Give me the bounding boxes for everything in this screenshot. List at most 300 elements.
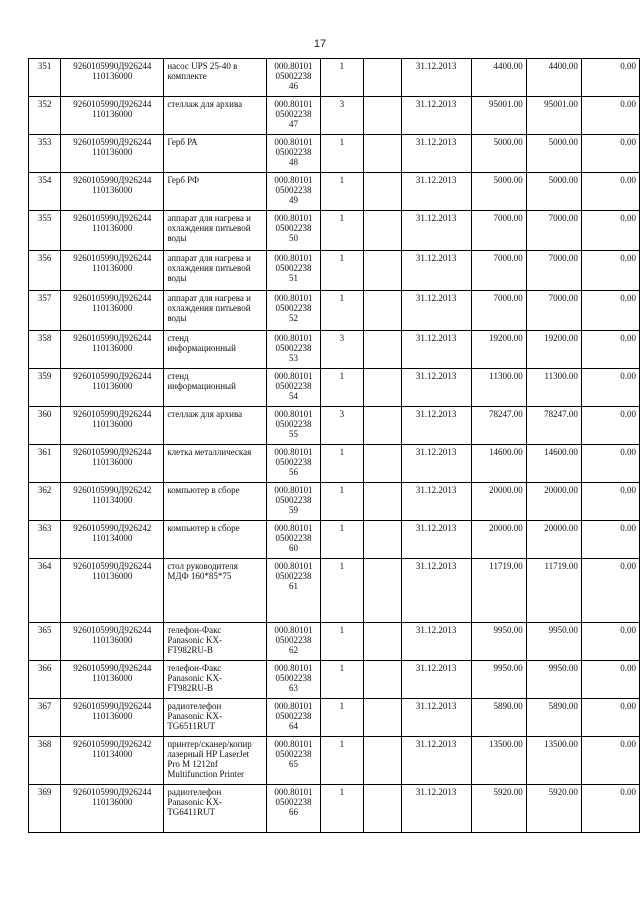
classification-code-cell-line: 110134000 bbox=[92, 533, 133, 543]
classification-code-cell-line: 110136000 bbox=[92, 797, 133, 807]
inventory-number-cell bbox=[266, 135, 320, 173]
date-cell: 31.12.2013 bbox=[401, 135, 471, 173]
balance-cell: 11300.00 bbox=[526, 369, 581, 407]
inventory-number-cell bbox=[266, 559, 320, 623]
cost-cell: 13500.00 bbox=[471, 737, 526, 785]
inventory-number-cell-line: 000.80101 bbox=[274, 561, 313, 571]
empty-cell bbox=[363, 737, 401, 785]
row-number-cell: 352 bbox=[29, 97, 61, 135]
balance-cell: 9950.00 bbox=[526, 623, 581, 661]
date-cell: 31.12.2013 bbox=[401, 291, 471, 331]
inventory-number-cell bbox=[266, 291, 320, 331]
classification-code-cell-line: 9260105990Д926244 bbox=[73, 253, 152, 263]
classification-code-cell-line: 110136000 bbox=[92, 419, 133, 429]
classification-code-cell bbox=[61, 135, 164, 173]
table-row bbox=[29, 173, 640, 211]
date-cell: 31.12.2013 bbox=[401, 407, 471, 445]
residual-value-cell: 0.00 bbox=[581, 331, 639, 369]
asset-name-cell-line: Герб РФ bbox=[167, 175, 200, 185]
date-cell: 31.12.2013 bbox=[401, 445, 471, 483]
empty-cell bbox=[363, 135, 401, 173]
inventory-number-cell-line: 54 bbox=[289, 391, 299, 401]
balance-cell: 11719.00 bbox=[526, 559, 581, 623]
classification-code-cell bbox=[61, 97, 164, 135]
cost-cell: 20000.00 bbox=[471, 483, 526, 521]
balance-cell: 13500.00 bbox=[526, 737, 581, 785]
asset-name-cell-line: комплекте bbox=[167, 71, 207, 81]
asset-name-cell-line: Panasonic KX- bbox=[167, 797, 223, 807]
asset-name-cell-line: стенд bbox=[167, 371, 189, 381]
quantity-cell: 1 bbox=[321, 445, 363, 483]
empty-cell bbox=[363, 623, 401, 661]
date-cell: 31.12.2013 bbox=[401, 369, 471, 407]
asset-name-cell-line: аппарат для нагрева и bbox=[167, 213, 251, 223]
asset-name-cell-line: клетка металлическая bbox=[167, 447, 252, 457]
cost-cell: 9950.00 bbox=[471, 661, 526, 699]
classification-code-cell bbox=[61, 559, 164, 623]
classification-code-cell-line: 110136000 bbox=[92, 71, 133, 81]
inventory-number-cell bbox=[266, 445, 320, 483]
table-row bbox=[29, 59, 640, 97]
row-number-cell: 367 bbox=[29, 699, 61, 737]
quantity-cell: 1 bbox=[321, 737, 363, 785]
cost-cell: 4400.00 bbox=[471, 59, 526, 97]
inventory-number-cell-line: 52 bbox=[289, 313, 299, 323]
row-number-cell: 355 bbox=[29, 211, 61, 251]
quantity-cell: 3 bbox=[321, 97, 363, 135]
residual-value-cell: 0.00 bbox=[581, 483, 639, 521]
asset-name-cell-line: охлаждения питьевой bbox=[167, 263, 251, 273]
inventory-number-cell-line: 53 bbox=[289, 353, 299, 363]
row-number-cell: 354 bbox=[29, 173, 61, 211]
row-number-cell: 365 bbox=[29, 623, 61, 661]
cost-cell: 78247.00 bbox=[471, 407, 526, 445]
inventory-number-cell-line: 05002238 bbox=[275, 797, 312, 807]
date-cell: 31.12.2013 bbox=[401, 173, 471, 211]
inventory-number-cell bbox=[266, 737, 320, 785]
inventory-number-cell-line: 48 bbox=[289, 157, 299, 167]
asset-name-cell-line: стеллаж для архива bbox=[167, 99, 243, 109]
inventory-number-cell-line: 000.80101 bbox=[274, 625, 313, 635]
inventory-number-cell-line: 05002238 bbox=[275, 381, 312, 391]
classification-code-cell bbox=[61, 699, 164, 737]
inventory-number-cell-line: 05002238 bbox=[275, 263, 312, 273]
asset-inventory-table bbox=[28, 58, 640, 833]
cost-cell: 95001.00 bbox=[471, 97, 526, 135]
inventory-number-cell-line: 66 bbox=[289, 807, 299, 817]
inventory-number-cell-line: 05002238 bbox=[275, 533, 312, 543]
table-row bbox=[29, 521, 640, 559]
cost-cell: 14600.00 bbox=[471, 445, 526, 483]
residual-value-cell: 0.00 bbox=[581, 211, 639, 251]
asset-name-cell-line: FT982RU-B bbox=[167, 683, 213, 693]
balance-cell: 78247.00 bbox=[526, 407, 581, 445]
inventory-number-cell-line: 55 bbox=[289, 429, 299, 439]
classification-code-cell bbox=[61, 785, 164, 833]
row-number-cell: 351 bbox=[29, 59, 61, 97]
inventory-number-cell bbox=[266, 699, 320, 737]
classification-code-cell-line: 9260105990Д926244 bbox=[73, 625, 152, 635]
classification-code-cell bbox=[61, 623, 164, 661]
quantity-cell: 1 bbox=[321, 135, 363, 173]
inventory-number-cell-line: 000.80101 bbox=[274, 447, 313, 457]
inventory-number-cell-line: 000.80101 bbox=[274, 787, 313, 797]
asset-name-cell-line: TG6411RUT bbox=[167, 807, 215, 817]
asset-name-cell-line: Panasonic KX- bbox=[167, 673, 223, 683]
inventory-number-cell-line: 46 bbox=[289, 81, 299, 91]
asset-name-cell-line: стол руководителя bbox=[167, 561, 238, 571]
table-row bbox=[29, 331, 640, 369]
classification-code-cell-line: 9260105990Д926242 bbox=[73, 523, 152, 533]
residual-value-cell: 0.00 bbox=[581, 97, 639, 135]
asset-name-cell-line: телефон-Факс bbox=[167, 663, 222, 673]
inventory-number-cell-line: 61 bbox=[289, 581, 299, 591]
asset-name-cell-line: FT982RU-B bbox=[167, 645, 213, 655]
inventory-number-cell-line: 000.80101 bbox=[274, 409, 313, 419]
asset-name-cell-line: принтер/сканер/копир bbox=[167, 739, 252, 749]
asset-name-cell bbox=[164, 785, 266, 833]
inventory-number-cell-line: 50 bbox=[289, 233, 299, 243]
balance-cell: 19200.00 bbox=[526, 331, 581, 369]
classification-code-cell bbox=[61, 521, 164, 559]
inventory-number-cell-line: 05002238 bbox=[275, 673, 312, 683]
row-number-cell: 363 bbox=[29, 521, 61, 559]
residual-value-cell: 0.00 bbox=[581, 407, 639, 445]
quantity-cell: 3 bbox=[321, 407, 363, 445]
inventory-number-cell-line: 05002238 bbox=[275, 71, 312, 81]
empty-cell bbox=[363, 445, 401, 483]
residual-value-cell: 0.00 bbox=[581, 785, 639, 833]
classification-code-cell-line: 110136000 bbox=[92, 635, 133, 645]
cost-cell: 7000.00 bbox=[471, 291, 526, 331]
inventory-number-cell bbox=[266, 521, 320, 559]
classification-code-cell bbox=[61, 369, 164, 407]
asset-name-cell-line: информационный bbox=[167, 381, 236, 391]
asset-name-cell-line: компьютер в сборе bbox=[167, 523, 240, 533]
balance-cell: 20000.00 bbox=[526, 483, 581, 521]
row-number-cell: 353 bbox=[29, 135, 61, 173]
asset-name-cell-line: радиотелефон bbox=[167, 787, 222, 797]
date-cell: 31.12.2013 bbox=[401, 211, 471, 251]
table-row bbox=[29, 623, 640, 661]
inventory-number-cell-line: 000.80101 bbox=[274, 137, 313, 147]
asset-name-cell bbox=[164, 59, 266, 97]
inventory-number-cell bbox=[266, 97, 320, 135]
residual-value-cell: 0.00 bbox=[581, 445, 639, 483]
quantity-cell: 3 bbox=[321, 331, 363, 369]
empty-cell bbox=[363, 483, 401, 521]
asset-name-cell-line: Pro M 1212nf bbox=[167, 759, 218, 769]
residual-value-cell: 0.00 bbox=[581, 369, 639, 407]
date-cell: 31.12.2013 bbox=[401, 661, 471, 699]
cost-cell: 7000.00 bbox=[471, 251, 526, 291]
cost-cell: 11300.00 bbox=[471, 369, 526, 407]
classification-code-cell-line: 110134000 bbox=[92, 495, 133, 505]
quantity-cell: 1 bbox=[321, 291, 363, 331]
date-cell: 31.12.2013 bbox=[401, 699, 471, 737]
classification-code-cell-line: 9260105990Д926244 bbox=[73, 213, 152, 223]
balance-cell: 9950.00 bbox=[526, 661, 581, 699]
empty-cell bbox=[363, 211, 401, 251]
residual-value-cell: 0.00 bbox=[581, 135, 639, 173]
inventory-number-cell bbox=[266, 785, 320, 833]
asset-name-cell-line: TG6511RUT bbox=[167, 721, 215, 731]
classification-code-cell-line: 9260105990Д926244 bbox=[73, 663, 152, 673]
quantity-cell: 1 bbox=[321, 661, 363, 699]
inventory-number-cell bbox=[266, 369, 320, 407]
inventory-number-cell bbox=[266, 173, 320, 211]
table-row bbox=[29, 661, 640, 699]
quantity-cell: 1 bbox=[321, 521, 363, 559]
inventory-number-cell-line: 000.80101 bbox=[274, 739, 313, 749]
classification-code-cell bbox=[61, 251, 164, 291]
residual-value-cell: 0.00 bbox=[581, 521, 639, 559]
inventory-number-cell-line: 49 bbox=[289, 195, 299, 205]
asset-name-cell-line: лазерный HP LaserJet bbox=[167, 749, 250, 759]
quantity-cell: 1 bbox=[321, 173, 363, 211]
asset-name-cell bbox=[164, 623, 266, 661]
asset-name-cell bbox=[164, 97, 266, 135]
table-row bbox=[29, 135, 640, 173]
empty-cell bbox=[363, 97, 401, 135]
inventory-number-cell-line: 05002238 bbox=[275, 495, 312, 505]
table-row bbox=[29, 211, 640, 251]
classification-code-cell-line: 110136000 bbox=[92, 303, 133, 313]
row-number-cell: 366 bbox=[29, 661, 61, 699]
inventory-number-cell bbox=[266, 331, 320, 369]
asset-name-cell bbox=[164, 737, 266, 785]
residual-value-cell: 0.00 bbox=[581, 559, 639, 623]
row-number-cell: 362 bbox=[29, 483, 61, 521]
classification-code-cell-line: 9260105990Д926244 bbox=[73, 447, 152, 457]
classification-code-cell bbox=[61, 173, 164, 211]
classification-code-cell-line: 9260105990Д926244 bbox=[73, 333, 152, 343]
classification-code-cell-line: 9260105990Д926244 bbox=[73, 175, 152, 185]
inventory-number-cell-line: 05002238 bbox=[275, 109, 312, 119]
asset-name-cell bbox=[164, 291, 266, 331]
asset-name-cell-line: охлаждения питьевой bbox=[167, 223, 251, 233]
table-row bbox=[29, 737, 640, 785]
classification-code-cell-line: 9260105990Д926244 bbox=[73, 293, 152, 303]
inventory-number-cell bbox=[266, 623, 320, 661]
asset-name-cell-line: телефон-Факс bbox=[167, 625, 222, 635]
balance-cell: 14600.00 bbox=[526, 445, 581, 483]
table-row bbox=[29, 699, 640, 737]
classification-code-cell-line: 9260105990Д926244 bbox=[73, 61, 152, 71]
empty-cell bbox=[363, 407, 401, 445]
classification-code-cell-line: 9260105990Д926244 bbox=[73, 409, 152, 419]
classification-code-cell bbox=[61, 291, 164, 331]
balance-cell: 95001.00 bbox=[526, 97, 581, 135]
residual-value-cell: 0.00 bbox=[581, 291, 639, 331]
inventory-number-cell-line: 000.80101 bbox=[274, 175, 313, 185]
classification-code-cell bbox=[61, 737, 164, 785]
asset-name-cell-line: воды bbox=[167, 273, 187, 283]
balance-cell: 5920.00 bbox=[526, 785, 581, 833]
classification-code-cell-line: 110136000 bbox=[92, 457, 133, 467]
row-number-cell: 357 bbox=[29, 291, 61, 331]
quantity-cell: 1 bbox=[321, 785, 363, 833]
balance-cell: 7000.00 bbox=[526, 211, 581, 251]
inventory-number-cell bbox=[266, 483, 320, 521]
residual-value-cell: 0.00 bbox=[581, 251, 639, 291]
row-number-cell: 361 bbox=[29, 445, 61, 483]
balance-cell: 7000.00 bbox=[526, 251, 581, 291]
inventory-number-cell-line: 000.80101 bbox=[274, 523, 313, 533]
row-number-cell: 359 bbox=[29, 369, 61, 407]
asset-name-cell bbox=[164, 135, 266, 173]
inventory-number-cell-line: 47 bbox=[289, 119, 299, 129]
classification-code-cell-line: 9260105990Д926244 bbox=[73, 787, 152, 797]
date-cell: 31.12.2013 bbox=[401, 559, 471, 623]
date-cell: 31.12.2013 bbox=[401, 737, 471, 785]
row-number-cell: 360 bbox=[29, 407, 61, 445]
balance-cell: 4400.00 bbox=[526, 59, 581, 97]
inventory-number-cell-line: 000.80101 bbox=[274, 213, 313, 223]
cost-cell: 5890.00 bbox=[471, 699, 526, 737]
date-cell: 31.12.2013 bbox=[401, 251, 471, 291]
inventory-number-cell-line: 63 bbox=[289, 683, 299, 693]
inventory-number-cell-line: 05002238 bbox=[275, 185, 312, 195]
classification-code-cell-line: 110134000 bbox=[92, 749, 133, 759]
inventory-number-cell-line: 000.80101 bbox=[274, 663, 313, 673]
asset-name-cell-line: стенд bbox=[167, 333, 189, 343]
asset-name-cell-line: МДФ 160*85*75 bbox=[167, 571, 232, 581]
quantity-cell: 1 bbox=[321, 623, 363, 661]
inventory-number-cell bbox=[266, 661, 320, 699]
inventory-number-cell-line: 05002238 bbox=[275, 223, 312, 233]
classification-code-cell-line: 9260105990Д926242 bbox=[73, 739, 152, 749]
asset-name-cell bbox=[164, 251, 266, 291]
classification-code-cell-line: 110136000 bbox=[92, 343, 133, 353]
asset-name-cell-line: аппарат для нагрева и bbox=[167, 253, 251, 263]
empty-cell bbox=[363, 173, 401, 211]
empty-cell bbox=[363, 369, 401, 407]
empty-cell bbox=[363, 699, 401, 737]
empty-cell bbox=[363, 331, 401, 369]
row-number-cell: 356 bbox=[29, 251, 61, 291]
classification-code-cell bbox=[61, 661, 164, 699]
cost-cell: 5920.00 bbox=[471, 785, 526, 833]
inventory-number-cell-line: 05002238 bbox=[275, 343, 312, 353]
balance-cell: 7000.00 bbox=[526, 291, 581, 331]
date-cell: 31.12.2013 bbox=[401, 623, 471, 661]
cost-cell: 11719.00 bbox=[471, 559, 526, 623]
cost-cell: 7000.00 bbox=[471, 211, 526, 251]
classification-code-cell-line: 110136000 bbox=[92, 673, 133, 683]
inventory-number-cell-line: 60 bbox=[289, 543, 299, 553]
asset-name-cell bbox=[164, 483, 266, 521]
inventory-number-cell-line: 000.80101 bbox=[274, 485, 313, 495]
classification-code-cell-line: 9260105990Д926244 bbox=[73, 99, 152, 109]
asset-name-cell bbox=[164, 331, 266, 369]
inventory-number-cell bbox=[266, 407, 320, 445]
date-cell: 31.12.2013 bbox=[401, 59, 471, 97]
inventory-number-cell-line: 05002238 bbox=[275, 457, 312, 467]
inventory-number-cell bbox=[266, 251, 320, 291]
row-number-cell: 369 bbox=[29, 785, 61, 833]
quantity-cell: 1 bbox=[321, 559, 363, 623]
quantity-cell: 1 bbox=[321, 369, 363, 407]
inventory-number-cell-line: 05002238 bbox=[275, 147, 312, 157]
residual-value-cell: 0.00 bbox=[581, 699, 639, 737]
inventory-number-cell-line: 51 bbox=[289, 273, 299, 283]
empty-cell bbox=[363, 559, 401, 623]
table-row bbox=[29, 291, 640, 331]
empty-cell bbox=[363, 251, 401, 291]
classification-code-cell-line: 9260105990Д926244 bbox=[73, 701, 152, 711]
residual-value-cell: 0.00 bbox=[581, 661, 639, 699]
asset-name-cell bbox=[164, 369, 266, 407]
empty-cell bbox=[363, 521, 401, 559]
classification-code-cell-line: 110136000 bbox=[92, 109, 133, 119]
date-cell: 31.12.2013 bbox=[401, 521, 471, 559]
inventory-number-cell-line: 05002238 bbox=[275, 711, 312, 721]
table-row bbox=[29, 369, 640, 407]
inventory-number-cell-line: 65 bbox=[289, 759, 299, 769]
quantity-cell: 1 bbox=[321, 59, 363, 97]
empty-cell bbox=[363, 785, 401, 833]
classification-code-cell-line: 110136000 bbox=[92, 711, 133, 721]
inventory-number-cell-line: 05002238 bbox=[275, 749, 312, 759]
inventory-number-cell-line: 59 bbox=[289, 505, 299, 515]
asset-name-cell-line: Multifunction Printer bbox=[167, 769, 245, 779]
classification-code-cell-line: 9260105990Д926244 bbox=[73, 137, 152, 147]
inventory-number-cell bbox=[266, 59, 320, 97]
row-number-cell: 364 bbox=[29, 559, 61, 623]
balance-cell: 5890.00 bbox=[526, 699, 581, 737]
cost-cell: 19200.00 bbox=[471, 331, 526, 369]
asset-name-cell-line: Panasonic KX- bbox=[167, 635, 223, 645]
inventory-number-cell-line: 000.80101 bbox=[274, 701, 313, 711]
inventory-number-cell-line: 000.80101 bbox=[274, 293, 313, 303]
asset-name-cell-line: воды bbox=[167, 233, 187, 243]
empty-cell bbox=[363, 59, 401, 97]
quantity-cell: 1 bbox=[321, 251, 363, 291]
classification-code-cell-line: 9260105990Д926244 bbox=[73, 371, 152, 381]
classification-code-cell bbox=[61, 331, 164, 369]
cost-cell: 9950.00 bbox=[471, 623, 526, 661]
quantity-cell: 1 bbox=[321, 699, 363, 737]
inventory-number-cell-line: 05002238 bbox=[275, 419, 312, 429]
residual-value-cell: 0.00 bbox=[581, 737, 639, 785]
date-cell: 31.12.2013 bbox=[401, 483, 471, 521]
inventory-number-cell-line: 000.80101 bbox=[274, 371, 313, 381]
row-number-cell: 368 bbox=[29, 737, 61, 785]
table-row bbox=[29, 251, 640, 291]
classification-code-cell-line: 110136000 bbox=[92, 263, 133, 273]
quantity-cell: 1 bbox=[321, 483, 363, 521]
empty-cell bbox=[363, 291, 401, 331]
asset-name-cell-line: информационный bbox=[167, 343, 236, 353]
classification-code-cell-line: 9260105990Д926244 bbox=[73, 561, 152, 571]
classification-code-cell-line: 110136000 bbox=[92, 223, 133, 233]
residual-value-cell: 0.00 bbox=[581, 623, 639, 661]
asset-name-cell bbox=[164, 445, 266, 483]
page-number: 17 bbox=[313, 38, 327, 50]
asset-name-cell-line: аппарат для нагрева и bbox=[167, 293, 251, 303]
balance-cell: 5000.00 bbox=[526, 173, 581, 211]
table-row bbox=[29, 785, 640, 833]
cost-cell: 5000.00 bbox=[471, 135, 526, 173]
inventory-number-cell-line: 000.80101 bbox=[274, 253, 313, 263]
date-cell: 31.12.2013 bbox=[401, 785, 471, 833]
table-row bbox=[29, 483, 640, 521]
table-row bbox=[29, 97, 640, 135]
inventory-number-cell-line: 05002238 bbox=[275, 571, 312, 581]
inventory-number-cell-line: 56 bbox=[289, 467, 299, 477]
balance-cell: 20000.00 bbox=[526, 521, 581, 559]
